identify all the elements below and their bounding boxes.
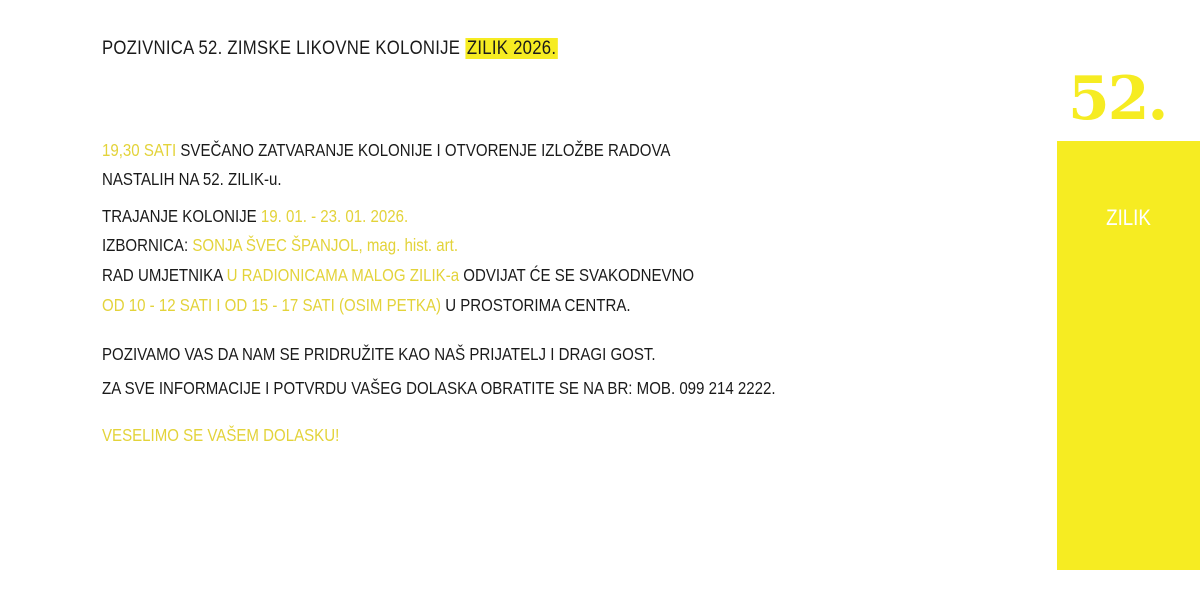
workshop-line (102, 265, 694, 286)
edition-number: 52. (1068, 64, 1167, 134)
workshop-text-1: RAD UMJETNIKA (102, 265, 223, 285)
duration-label: TRAJANJE KOLONIJE (102, 206, 257, 226)
hours-highlight: OD 10 - 12 SATI I OD 15 - 17 SATI (OSIM PETKA) (102, 295, 442, 315)
curator-label: IZBORNICA: (102, 235, 189, 255)
duration-value: 19. 01. - 23. 01. 2026. (260, 206, 409, 226)
closing-text-2: NASTALIH NA 52. ZILIK-u. (102, 169, 282, 189)
closing-time: 19,30 SATI (102, 140, 177, 160)
hours-line (102, 295, 631, 316)
curator-value: SONJA ŠVEC ŠPANJOL, mag. hist. art. (192, 235, 459, 255)
closing-text: SVEČANO ZATVARANJE KOLONIJE I OTVORENJE IZLOŽBE RADOVA (180, 140, 671, 160)
invite-text-1: POZIVAMO VAS DA NAM SE PRIDRUŽITE KAO NAŠ PRIJATELJ I DRAGI GOST. (102, 344, 656, 364)
curator-line (102, 235, 458, 256)
closing-line (102, 140, 670, 161)
title-highlight: ZILIK 2026. (466, 38, 557, 59)
invite-text-2: ZA SVE INFORMACIJE I POTVRDU VAŠEG DOLASKA OBRATITE SE NA BR: MOB. 099 214 2222. (102, 378, 776, 398)
invite-line-1 (102, 344, 656, 365)
duration-line (102, 206, 408, 227)
workshop-text-2: ODVIJAT ĆE SE SVAKODNEVNO (463, 265, 695, 285)
workshop-highlight: U RADIONICAMA MALOG ZILIK-a (226, 265, 460, 285)
page-title (102, 38, 558, 60)
invite-line-2 (102, 378, 776, 399)
closing-greeting: VESELIMO SE VAŠEM DOLASKU! (102, 425, 340, 445)
hours-rest: U PROSTORIMA CENTRA. (445, 295, 631, 315)
title-main: POZIVNICA 52. ZIMSKE LIKOVNE KOLONIJE (102, 38, 461, 59)
side-label: ZILIK (1106, 205, 1151, 230)
closing-line-2 (102, 169, 282, 190)
